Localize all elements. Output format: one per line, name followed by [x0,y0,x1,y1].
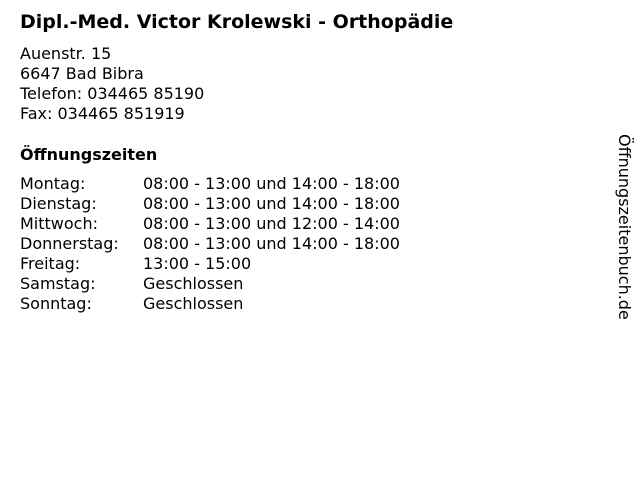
day-label: Mittwoch: [20,214,98,233]
day-label: Montag: [20,174,86,193]
site-name-vertical: Öffnungszeitenbuch.de [615,134,634,320]
time-value: 08:00 - 13:00 und 14:00 - 18:00 [143,194,400,213]
opening-hours-heading: Öffnungszeiten [20,145,158,164]
hours-row-thursday [20,234,400,254]
time-value: Geschlossen [143,274,244,293]
hours-row-tuesday [20,194,400,214]
hours-row-wednesday [20,214,400,234]
time-value: 08:00 - 13:00 und 14:00 - 18:00 [143,234,400,253]
day-label: Samstag: [20,274,96,293]
opening-hours-list [20,174,400,314]
hours-row-monday [20,174,400,194]
day-label: Donnerstag: [20,234,119,253]
hours-row-friday [20,254,400,274]
day-label: Sonntag: [20,294,92,313]
time-value: 08:00 - 13:00 und 12:00 - 14:00 [143,214,400,233]
time-value: 13:00 - 15:00 [143,254,252,273]
day-label: Freitag: [20,254,81,273]
business-address [20,44,204,124]
phone-number: Telefon: 034465 85190 [20,84,205,103]
hours-row-saturday [20,274,400,294]
business-title: Dipl.-Med. Victor Krolewski - Orthopädie [20,11,454,33]
time-value: 08:00 - 13:00 und 14:00 - 18:00 [143,174,400,193]
day-label: Dienstag: [20,194,97,213]
hours-row-sunday [20,294,400,314]
street-address: Auenstr. 15 [20,44,112,63]
site-watermark [614,134,634,334]
time-value: Geschlossen [143,294,244,313]
city-address: 6647 Bad Bibra [20,64,144,83]
fax-number: Fax: 034465 851919 [20,104,185,123]
